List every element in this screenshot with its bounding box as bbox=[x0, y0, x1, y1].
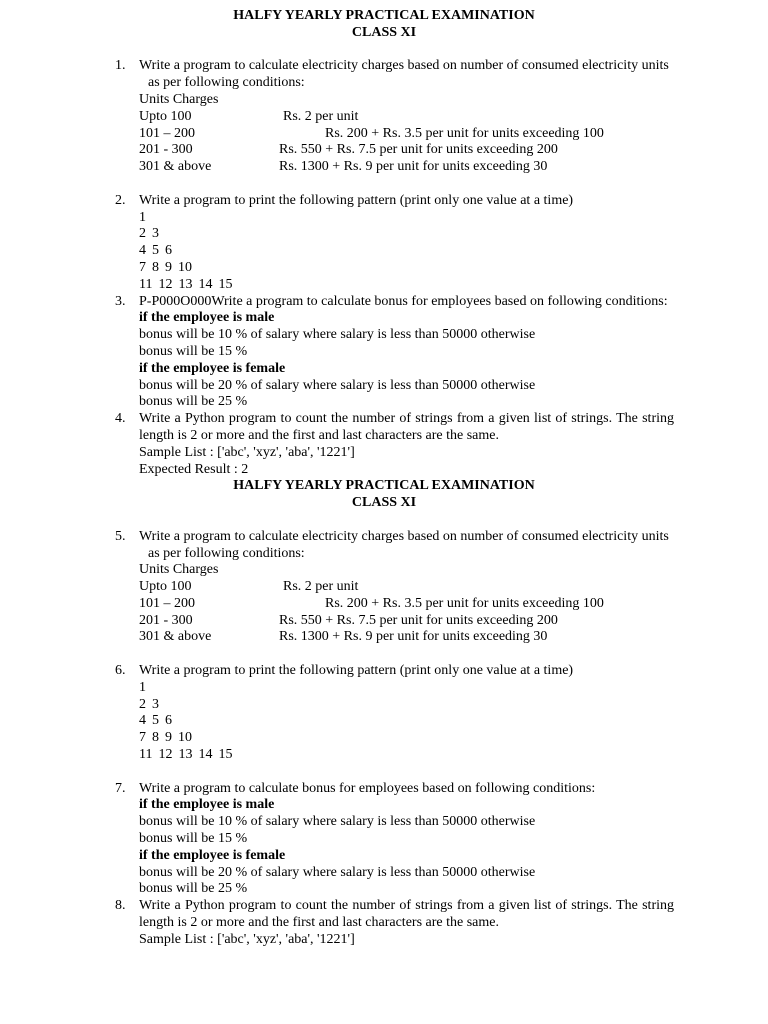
charge-row bbox=[139, 142, 674, 159]
charge-amount: Rs. 550 + Rs. 7.5 per unit for units exceeding 200 bbox=[279, 142, 558, 158]
male-condition-line: bonus will be 10 % of salary where salary is less than 50000 otherwise bbox=[139, 327, 536, 343]
pattern-number: 13 bbox=[178, 747, 193, 763]
pattern-number: 3 bbox=[152, 696, 159, 712]
male-condition-line: bonus will be 15 % bbox=[139, 831, 248, 847]
male-condition-line: bonus will be 15 % bbox=[139, 343, 248, 359]
exam-header bbox=[0, 0, 768, 42]
pattern-number: 11 bbox=[139, 276, 153, 292]
charges-table bbox=[139, 579, 674, 646]
pattern-number: 14 bbox=[198, 276, 213, 292]
pattern-row bbox=[139, 260, 674, 277]
question-text: Write a program to print the following pattern (print only one value at a time) bbox=[139, 192, 574, 208]
charge-row bbox=[139, 109, 674, 126]
female-condition-heading: if the employee is female bbox=[139, 360, 286, 376]
question-text: Write a Python program to count the number of strings from a given list of strings. The string length is 2 or more and the first and last characters are the same. bbox=[139, 411, 674, 443]
question-text: Write a program to calculate bonus for employees based on following conditions: bbox=[139, 780, 596, 796]
question-number: 2. bbox=[115, 192, 126, 208]
pattern-row bbox=[139, 713, 674, 730]
pattern-number: 14 bbox=[198, 747, 213, 763]
question-number: 4. bbox=[115, 411, 126, 427]
charge-row bbox=[139, 629, 674, 646]
charge-units: 101 – 200 bbox=[139, 595, 195, 611]
pattern-row bbox=[139, 680, 674, 697]
charge-amount: Rs. 550 + Rs. 7.5 per unit for units exceeding 200 bbox=[279, 612, 558, 628]
question-5 bbox=[0, 529, 768, 647]
pattern-number: 5 bbox=[152, 713, 159, 729]
pattern-number: 9 bbox=[165, 259, 172, 275]
sample-list: Sample List : ['abc', 'xyz', 'aba', '1221'] bbox=[139, 444, 355, 460]
female-condition-line: bonus will be 20 % of salary where salary is less than 50000 otherwise bbox=[139, 377, 536, 393]
charge-units: Upto 100 bbox=[139, 579, 192, 595]
pattern-row bbox=[139, 226, 674, 243]
question-number: 5. bbox=[115, 528, 126, 544]
pattern-number: 10 bbox=[178, 730, 192, 746]
charge-row bbox=[139, 579, 674, 596]
pattern-number: 12 bbox=[158, 747, 173, 763]
female-condition-heading: if the employee is female bbox=[139, 847, 286, 863]
charge-amount: Rs. 200 + Rs. 3.5 per unit for units exceeding 100 bbox=[325, 125, 604, 141]
question-number: 3. bbox=[115, 293, 126, 309]
pattern-number: 11 bbox=[139, 747, 153, 763]
pattern-number: 7 bbox=[139, 730, 146, 746]
male-condition-heading: if the employee is male bbox=[139, 797, 275, 813]
pattern-number: 5 bbox=[152, 243, 159, 259]
charge-units: 301 & above bbox=[139, 159, 212, 175]
female-condition-line: bonus will be 20 % of salary where salary is less than 50000 otherwise bbox=[139, 864, 536, 880]
charge-units: 201 - 300 bbox=[139, 142, 193, 158]
pattern-number: 8 bbox=[152, 730, 159, 746]
pattern-row bbox=[139, 730, 674, 747]
charge-row bbox=[139, 126, 674, 143]
charge-units: Upto 100 bbox=[139, 108, 192, 124]
question-1 bbox=[0, 58, 768, 176]
question-number: 8. bbox=[115, 898, 126, 914]
charges-table-header: Units Charges bbox=[139, 91, 219, 107]
female-condition-line: bonus will be 25 % bbox=[139, 394, 248, 410]
question-4 bbox=[0, 411, 768, 478]
female-condition-line: bonus will be 25 % bbox=[139, 881, 248, 897]
pattern-row bbox=[139, 697, 674, 714]
question-6 bbox=[0, 663, 768, 764]
question-2 bbox=[0, 193, 768, 294]
pattern-number: 15 bbox=[218, 747, 233, 763]
pattern-number: 4 bbox=[139, 713, 146, 729]
pattern-row bbox=[139, 277, 674, 294]
question-text: Write a program to print the following pattern (print only one value at a time) bbox=[139, 663, 574, 679]
question-text: Write a program to calculate electricity charges based on number of consumed electricity units bbox=[139, 528, 669, 544]
charge-amount: Rs. 200 + Rs. 3.5 per unit for units exceeding 100 bbox=[325, 595, 604, 611]
question-text: Write a Python program to count the number of strings from a given list of strings. The string length is 2 or more and the first and last characters are the same. bbox=[139, 898, 674, 931]
pattern-number: 6 bbox=[165, 243, 172, 259]
question-text: Write a program to calculate electricity charges based on number of consumed electricity units bbox=[139, 58, 669, 74]
charge-units: 101 – 200 bbox=[139, 125, 195, 141]
pattern-number: 13 bbox=[178, 276, 193, 292]
pattern-number: 2 bbox=[139, 226, 146, 242]
class-title: CLASS XI bbox=[351, 24, 417, 40]
pattern-number: 3 bbox=[152, 226, 159, 242]
charge-amount: Rs. 2 per unit bbox=[283, 108, 359, 124]
pattern-number: 15 bbox=[218, 276, 233, 292]
question-subtext: as per following conditions: bbox=[148, 75, 305, 91]
question-number: 6. bbox=[115, 663, 126, 679]
charges-table bbox=[139, 109, 674, 176]
pattern-number: 10 bbox=[178, 259, 192, 275]
question-7 bbox=[0, 781, 768, 899]
male-condition-heading: if the employee is male bbox=[139, 310, 275, 326]
exam-title: HALFY YEARLY PRACTICAL EXAMINATION bbox=[233, 478, 535, 494]
pattern-number: 12 bbox=[158, 276, 173, 292]
question-8 bbox=[0, 898, 768, 948]
question-text: P-P000O000Write a program to calculate bonus for employees based on following conditions: bbox=[139, 293, 668, 309]
charge-row bbox=[139, 613, 674, 630]
exam-title: HALFY YEARLY PRACTICAL EXAMINATION bbox=[233, 8, 535, 23]
sample-list: Sample List : ['abc', 'xyz', 'aba', '1221'] bbox=[139, 931, 355, 947]
charge-row bbox=[139, 596, 674, 613]
charges-table-header: Units Charges bbox=[139, 562, 219, 578]
pattern-number: 1 bbox=[139, 209, 146, 225]
male-condition-line: bonus will be 10 % of salary where salary is less than 50000 otherwise bbox=[139, 814, 536, 830]
question-number: 7. bbox=[115, 780, 126, 796]
charge-amount: Rs. 2 per unit bbox=[283, 579, 359, 595]
pattern-number: 6 bbox=[165, 713, 172, 729]
charge-amount: Rs. 1300 + Rs. 9 per unit for units exceeding 30 bbox=[279, 629, 548, 645]
charge-row bbox=[139, 159, 674, 176]
question-3 bbox=[0, 294, 768, 412]
question-number: 1. bbox=[115, 58, 126, 74]
pattern-number: 8 bbox=[152, 259, 159, 275]
class-title: CLASS XI bbox=[351, 495, 417, 511]
pattern-row bbox=[139, 243, 674, 260]
charge-amount: Rs. 1300 + Rs. 9 per unit for units exceeding 30 bbox=[279, 159, 548, 175]
pattern-number: 7 bbox=[139, 259, 146, 275]
charge-units: 201 - 300 bbox=[139, 612, 193, 628]
question-subtext: as per following conditions: bbox=[148, 545, 305, 561]
pattern-number: 2 bbox=[139, 696, 146, 712]
pattern-number: 4 bbox=[139, 243, 146, 259]
expected-result: Expected Result : 2 bbox=[139, 461, 249, 477]
pattern-number: 9 bbox=[165, 730, 172, 746]
pattern-row bbox=[139, 210, 674, 227]
number-pattern bbox=[139, 210, 674, 294]
charge-units: 301 & above bbox=[139, 629, 212, 645]
number-pattern bbox=[139, 680, 674, 764]
exam-header bbox=[0, 478, 768, 512]
pattern-number: 1 bbox=[139, 679, 146, 695]
pattern-row bbox=[139, 747, 674, 764]
